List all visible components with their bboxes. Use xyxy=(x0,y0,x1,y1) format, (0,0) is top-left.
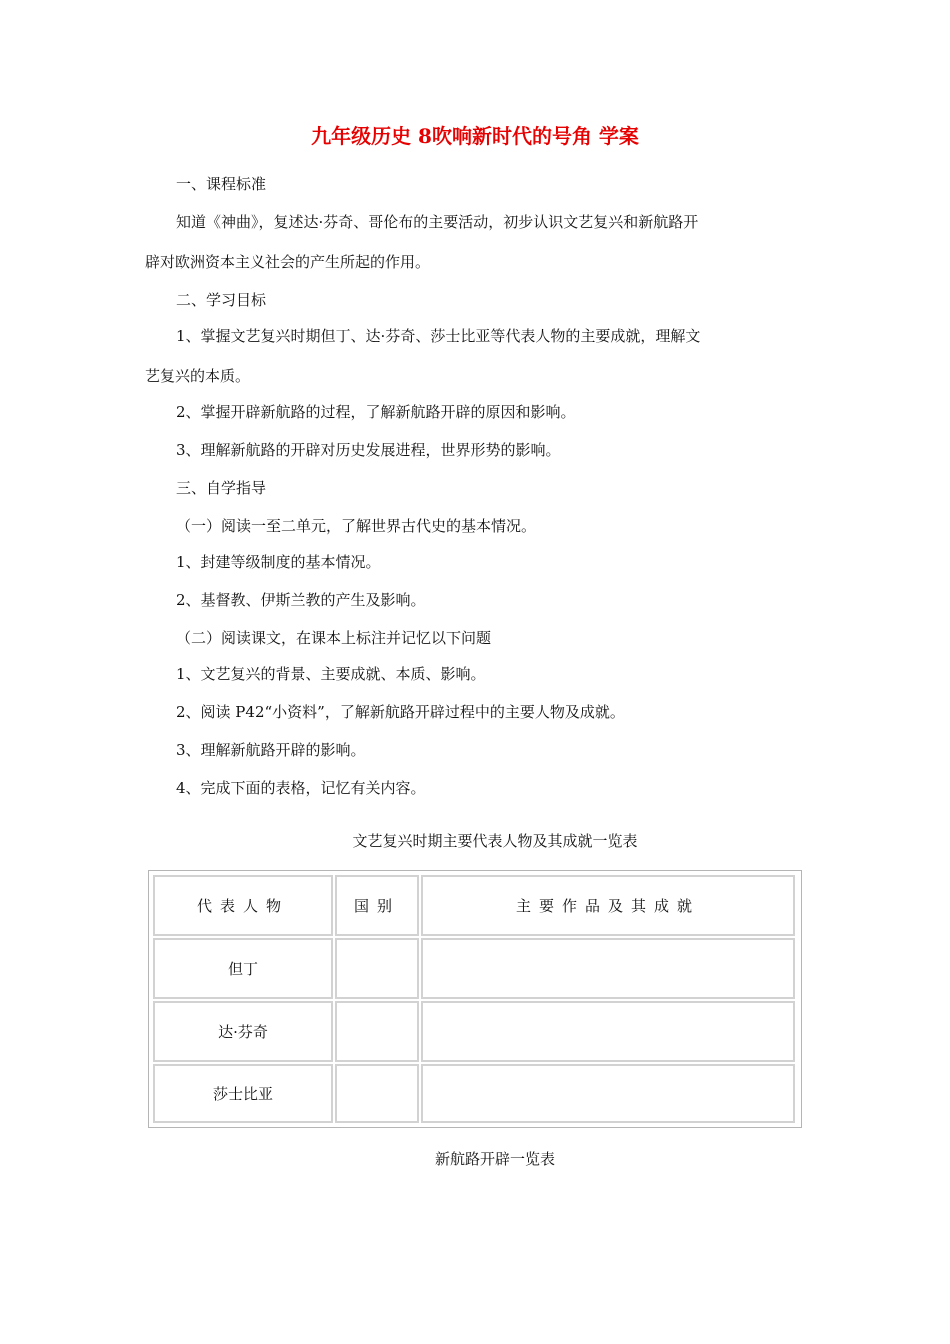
self-study-part-1: （一）阅读一至二单元，了解世界古代史的基本情况。 xyxy=(176,517,537,535)
paragraph-curriculum-line1: 知道《神曲》，复述达·芬奇、哥伦布的主要活动，初步认识文艺复兴和新航路开 xyxy=(176,213,699,231)
table-cell-works-da-vinci xyxy=(421,1001,795,1062)
table-cell-works-shakespeare xyxy=(421,1064,795,1123)
goal-item-1-line2: 艺复兴的本质。 xyxy=(145,367,251,385)
paragraph-curriculum-line2: 辟对欧洲资本主义社会的产生所起的作用。 xyxy=(145,253,431,271)
table-cell-works-dante xyxy=(421,938,795,999)
table-cell-figure-dante: 但丁 xyxy=(153,938,333,999)
section-heading-curriculum: 一、课程标准 xyxy=(176,175,267,193)
table-cell-country-da-vinci xyxy=(335,1001,419,1062)
renaissance-figures-table xyxy=(148,870,802,1128)
self-study-part-2-item-2: 2、阅读 P42“小资料”，了解新航路开辟过程中的主要人物及成就。 xyxy=(176,703,625,721)
table-cell-country-shakespeare xyxy=(335,1064,419,1123)
second-table-caption: 新航路开辟一览表 xyxy=(434,1150,555,1168)
table-cell-country-dante xyxy=(335,938,419,999)
goal-item-3: 3、理解新航路的开辟对历史发展进程，世界形势的影响。 xyxy=(176,441,561,459)
self-study-part-2-item-3: 3、理解新航路开辟的影响。 xyxy=(176,741,366,759)
goal-item-1-line1: 1、掌握文艺复兴时期但丁、达·芬奇、莎士比亚等代表人物的主要成就，理解文 xyxy=(176,327,701,345)
section-heading-goals: 二、学习目标 xyxy=(176,291,267,309)
document-title: 九年级历史 8吹响新时代的号角 学案 xyxy=(311,124,639,148)
self-study-part-2-item-4: 4、完成下面的表格，记忆有关内容。 xyxy=(176,779,426,797)
self-study-part-2: （二）阅读课文，在课本上标注并记忆以下问题 xyxy=(176,629,492,647)
table-cell-figure-da-vinci: 达·芬奇 xyxy=(153,1001,333,1062)
table-header-figure: 代表人物 xyxy=(153,875,333,936)
self-study-part-1-item-2: 2、基督教、伊斯兰教的产生及影响。 xyxy=(176,591,426,609)
section-heading-self-study: 三、自学指导 xyxy=(176,479,267,497)
self-study-part-1-item-1: 1、封建等级制度的基本情况。 xyxy=(176,553,381,571)
self-study-part-2-item-1: 1、文艺复兴的背景、主要成就、本质、影响。 xyxy=(176,665,486,683)
goal-item-2: 2、掌握开辟新航路的过程，了解新航路开辟的原因和影响。 xyxy=(176,403,576,421)
table-header-country: 国别 xyxy=(335,875,419,936)
table-cell-figure-shakespeare: 莎士比亚 xyxy=(153,1064,333,1123)
table-caption: 文艺复兴时期主要代表人物及其成就一览表 xyxy=(352,832,638,850)
table-header-works: 主要作品及其成就 xyxy=(421,875,795,936)
